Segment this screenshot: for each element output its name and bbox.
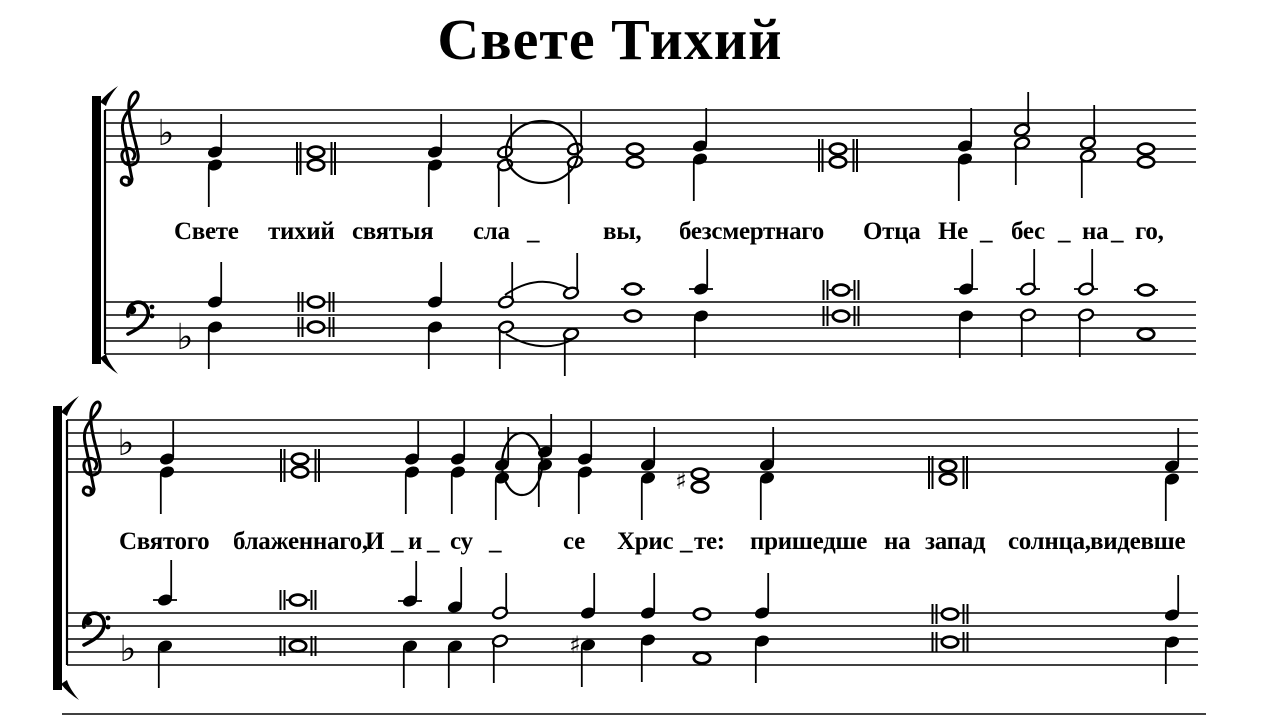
bass-clef-icon: [106, 625, 111, 630]
whole-notehead: [292, 467, 308, 478]
lyric-extender: _: [1111, 218, 1124, 245]
lyric-syllable: на: [884, 528, 911, 555]
bass-clef-icon: [128, 306, 136, 314]
half-notehead: [1014, 136, 1031, 150]
slur: [506, 334, 572, 346]
whole-notehead: [308, 160, 324, 171]
whole-notehead: [308, 147, 324, 158]
half-notehead: [1020, 282, 1037, 296]
lyric-extender: _: [391, 528, 404, 555]
bass-clef-icon: [150, 305, 155, 310]
whole-notehead: [830, 157, 846, 168]
lyric-syllable: го,: [1135, 218, 1164, 245]
whole-notehead: [942, 637, 958, 648]
half-notehead: [1020, 308, 1037, 322]
lyric-extender: _: [980, 218, 993, 245]
half-notehead: [498, 295, 515, 309]
lyric-syllable: бес: [1011, 218, 1045, 245]
whole-notehead: [1138, 329, 1154, 340]
half-notehead: [1080, 149, 1097, 163]
lyric-extender: _: [527, 218, 540, 245]
half-notehead: [492, 606, 509, 620]
half-notehead: [1080, 136, 1097, 150]
lyric-syllable: солнца,: [1008, 528, 1091, 555]
half-notehead: [1078, 308, 1095, 322]
whole-notehead: [694, 653, 710, 664]
system-bracket: [53, 406, 62, 690]
whole-notehead: [833, 285, 849, 296]
flat-icon: ♭: [157, 113, 175, 154]
whole-notehead: [627, 157, 643, 168]
sharp-icon: ♯: [675, 467, 687, 495]
system-bracket: [61, 680, 79, 700]
lyric-extender: _: [427, 528, 440, 555]
half-notehead: [563, 286, 580, 300]
whole-notehead: [942, 609, 958, 620]
lyric-extender: _: [680, 528, 693, 555]
lyric-syllable: пришедше: [750, 528, 868, 555]
lyric-syllable: се: [563, 528, 585, 555]
system-bracket: [92, 96, 101, 364]
lyric-syllable: святыя: [352, 218, 434, 245]
system-bracket: [100, 354, 118, 374]
bass-clef-icon: [150, 314, 155, 319]
half-notehead: [1014, 123, 1031, 137]
whole-notehead: [830, 144, 846, 155]
whole-notehead: [625, 284, 641, 295]
flat-icon: ♭: [119, 629, 137, 670]
lyric-syllable: те:: [694, 528, 725, 555]
whole-notehead: [625, 311, 641, 322]
lyric-syllable: сла: [473, 218, 510, 245]
lyric-syllable: безсмертнаго: [679, 218, 824, 245]
whole-notehead: [692, 482, 708, 493]
lyric-extender: _: [489, 528, 502, 555]
lyric-syllable: Хрис: [617, 528, 674, 555]
hymn-title: Свете Тихий: [437, 7, 783, 72]
lyric-syllable: Не: [938, 218, 968, 245]
lyric-syllable: на: [1082, 218, 1109, 245]
lyric-syllable: тихий: [268, 218, 335, 245]
flat-icon: ♭: [176, 317, 194, 358]
lyric-syllable: блаженнаго,: [233, 528, 368, 555]
whole-notehead: [1138, 157, 1154, 168]
flat-icon: ♭: [117, 423, 135, 464]
lyric-syllable: И: [365, 528, 385, 555]
system-bracket: [61, 396, 79, 416]
half-notehead: [497, 158, 514, 172]
half-notehead: [1078, 282, 1095, 296]
whole-notehead: [627, 144, 643, 155]
whole-notehead: [833, 311, 849, 322]
whole-notehead: [308, 322, 324, 333]
half-notehead: [492, 634, 509, 648]
whole-notehead: [290, 595, 306, 606]
lyric-syllable: запад: [925, 528, 986, 555]
lyric-syllable: Свете: [174, 218, 239, 245]
half-notehead: [563, 327, 580, 341]
whole-notehead: [694, 609, 710, 620]
whole-notehead: [308, 297, 324, 308]
lyric-syllable: и: [408, 528, 423, 555]
whole-notehead: [940, 461, 956, 472]
lyric-syllable: видевше: [1090, 528, 1186, 555]
whole-notehead: [1138, 285, 1154, 296]
system-bracket: [100, 86, 118, 106]
lyric-syllable: вы,: [603, 218, 642, 245]
slur: [505, 282, 570, 295]
whole-notehead: [692, 469, 708, 480]
bass-clef-icon: [106, 616, 111, 621]
lyric-syllable: Святого: [119, 528, 210, 555]
half-notehead: [567, 142, 584, 156]
whole-notehead: [290, 641, 306, 652]
whole-notehead: [940, 474, 956, 485]
lyric-syllable: су: [450, 528, 473, 555]
whole-notehead: [292, 454, 308, 465]
lyric-extender: _: [1058, 218, 1071, 245]
whole-notehead: [1138, 144, 1154, 155]
bass-clef-icon: [84, 617, 92, 625]
half-notehead: [498, 320, 515, 334]
lyric-syllable: Отца: [863, 218, 921, 245]
sharp-icon: ♯: [569, 631, 581, 659]
